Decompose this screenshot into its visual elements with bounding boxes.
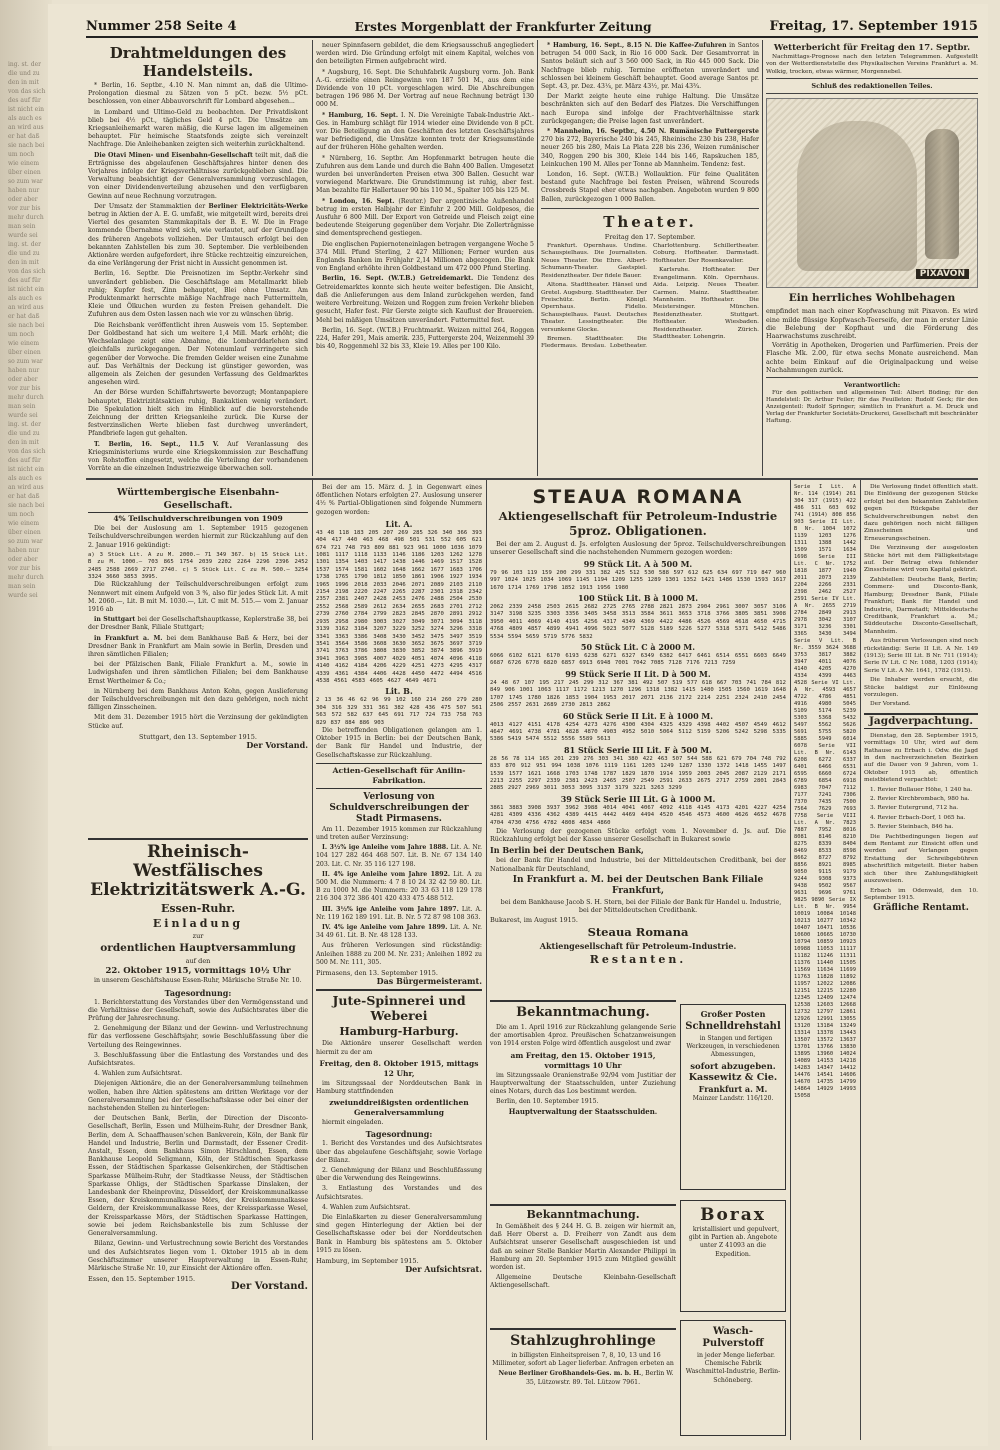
article-body: neuer Spinnfasern gebildet, die dem Kriegsausschuß angegliedert werden wird. Die Gründung erfolgt mit einem Kapital, welches von den beteiligten Firmen aufgebracht wird. * Augsburg, 16. Sept. Die Schuhfabrik Augsburg vorm. Joh. Bank A.-G. erzielte einen Reingewinn von 187 501 M., aus dem eine Dividende von 10 pCt. vorgeschlagen wird. Die Abschreibungen betragen 196 986 M. Der Vortrag auf neue Rechnung beträgt 130 000 M. * Hamburg, 16. Sept. I. N. Die Vereinigte Tabak-Industrie Akt.-Ges. in Hamburg schlägt für 1914 wieder eine Dividende von 8 pCt. vor. Die Beteiligung an den Geschäften des letzten Geschäftsjahres war befriedigend, die Umsätze konnten trotz der Kriegsumstände auf der früheren Höhe gehalten werden. * Nürnberg, 16. Septbr. Am Hopfenmarkt betrugen heute die Zufuhren aus dem Lande und durch die Bahn 400 Ballen. Umgesetzt wurden bei unveränderten Preisen etwa 300 Ballen. Gesucht war vorwiegend Marktware. Die Grundstimmung ist ruhig, aber fest. Man bezahlte für Hallertauer 90 bis 110 M., Spalter 105 bis 125 M. * London, 16. Sept. (Reuter.) Der argentinische Außenhandel betrug im ersten Halbjahr der Einfuhr 2 200 Mill. Goldpesos, die Ausfuhr 6 800 Mill. Der Export von Getreide und Fleisch zeigt eine bedeutende Steigerung gegenüber dem Vorjahr. Die Zollerträgnisse sind dementsprechend gestiegen. Die englischen Papiernoteneinlagen betragen vergangene Woche 5 374 Mill. Pfund Sterling, 2 427 Millionen; Ferner wurden aus Englands Banken im Frühjahr 2,14 Millionen abgezogen. Die Bank von England erhöhte ihren Goldbestand um 472 000 Pfund Sterling. Berlin, 16. Sept. (W.T.B.) Getreidemarkt. Die Tendenz des Getreidemarktes konnte sich heute weiter befestigen. Die Ansicht, daß die Anlieferungen aus dem Inland zurückgehen werden, fand weitere Verbreitung. Weizen und Roggen zum freien Verkehr blieben gesucht, Hafer fest. Für Gerste zeigte sich Kauflust der Brauereien. Mehl bei mäßigen Umsätzen unverändert. Futtermittel fest. Berlin, 16. Sept. (W.T.B.) Fruchtmarkt. Weizen mittel 264, Roggen 224, Hafer 291, Mais amerik. 235, Futtergerste 204, Weizenmehl 39 bis 40, Roggenmehl 32 bis 33, Kleie 19. Alles per 100 Kilo. xyxy=(316,42,534,351)
invitation-heading: Einladung xyxy=(152,917,244,930)
jute-meeting-time: Freitag, den 8. Oktober 1915, mittags 12 Uhr, xyxy=(319,1058,479,1078)
issue-date: Freitag, 17. September 1915 xyxy=(769,19,978,34)
bekanntmachung-hgb xyxy=(490,1204,676,1324)
drawn-numbers: a) 3 Stück Lit. A zu M. 2000.— 71 349 367. b) 15 Stück Lit. B zu M. 1000.— 703 865 1754 2039 2202 2264 2296 2396 2452 2485 2588 2669 2717 2740. c) 5 Stück Lit. C zu M. 500.— 3254 3324 3660 3853 3995. xyxy=(88,551,308,581)
section-title: Drahtmeldungen des Handelsteils. xyxy=(109,44,287,80)
notice-body: Die am 1. April 1916 zur Rückzahlung gelangende Serie der amortisablen 4proz. Preußischen Schatzanweisungen von 1914 ersten Folge wird öffentlich ausgelost und zwar xyxy=(490,1024,676,1048)
series-heading: 81 Stück Serie III Lit. F à 500 M. xyxy=(564,744,712,755)
lit-b-numbers: 2 13 36 46 62 96 99 102 160 214 260 279 280 304 316 329 331 361 382 428 436 475 507 561 563 572 582 637 645 691 717 724 733 758 763 829 837 884 886 903 xyxy=(316,697,482,726)
steaua-romana-notice xyxy=(490,484,786,996)
repayment-text: Die betreffenden Obligationen gelangen am 1. Oktober 1915 in Berlin: bei der Deutschen Bank, der Bank für Handel und Industrie, der Gesellschaftskasse zur Rückzahlung. xyxy=(316,726,482,759)
ad-body: in Stangen und fertigen Werkzeugen, in verschiedenen Abmessungen, xyxy=(686,1035,780,1059)
drawing-intro: Bei der am 2. August d. Js. erfolgten Auslosung der 5proz. Teilschuldverschreibungen unserer Gesellschaft sind die nachstehenden Nummern gezogen worden: xyxy=(490,540,786,557)
jute-agenda: 1. Bericht des Vorstandes und des Aufsichtsrates über das abgelaufene Geschäftsjahr, sowie Vorlage der Bilanz. 2. Genehmigung der Bilanz und Beschlußfassung über die Verwendung des Reingewinns. 3. Entlastung des Vorstandes und des Aufsichtsrates. 4. Wahlen zum Aufsichtsrat. Die Einlaßkarten zu dieser Generalversammlung sind gegen Hinterlegung der Aktien bei der Gesellschaftskasse oder bei der Norddeutschen Bank in Hamburg bis spätestens am 5. Oktober 1915 zu lösen. xyxy=(316,1140,482,1254)
masthead: Erstes Morgenblatt der Frankfurter Zeitung xyxy=(354,20,652,34)
ad-title: Stahlzughrohlinge xyxy=(510,1333,656,1349)
notice-title: Bekanntmachung. xyxy=(526,1208,640,1221)
agenda-heading: Tagesordnung: xyxy=(164,987,232,998)
hunting-lease-body: Dienstag, den 28. September 1915, vormittags 10 Uhr, wird auf dem Rathause zu Erbach i. Odw. die Jagd in den nachverzeichneten Bezirken auf die Dauer von 9 Jahren, vom 1. Oktober 1915 ab, öffentlich meistbietend verpachtet: 1. Revier Bullauer Höhe, 1 240 ha. 2. Revier Kirchbrombach, 980 ha. 3. Revier Eutergrund, 712 ha. 4. Revier Erbach-Dorf, 1 065 ha. 5. Revier Steinbach, 846 ha. Die Pachtbedingungen liegen auf dem Rentamt zur Einsicht offen und werden auf Verlangen gegen Erstattung der Schreibgebühren abschriftlich mitgeteilt. Bieter haben sich über ihre Zahlungsfähigkeit auszuweisen. Erbach im Odenwald, den 10. September 1915. xyxy=(864,732,978,901)
notice-subtitle: 4% Teilschuldverschreibungen von 1909 xyxy=(113,514,283,523)
jute-meeting-name: zweiunddreißigsten ordentlichen Generalversammlung xyxy=(329,1098,469,1118)
borax-advertisement xyxy=(680,1200,786,1316)
theater-listings: Frankfurt. Opernhaus. Undine. Schauspielhaus. Die Journalisten. Neues Theater. Die Ehre. Albert-Schumann-Theater. Gastspiel. Residenztheater. Der fidele Bauer. Altona. Stadttheater. Hänsel und Gretel. Augsburg. Stadttheater. Der Freischütz. Berlin. Königl. Opernhaus. Fidelio. Schauspielhaus. Faust. Deutsches Theater. Lessingtheater. Die versunkene Glocke. Bremen. Stadttheater. Die Fledermaus. Breslau. Lobetheater. Charlottenburg. Schillertheater. Coburg. Hoftheater. Darmstadt. Hoftheater. Der Rosenkavalier. Karlsruhe. Hoftheater. Der Evangelimann. Köln. Opernhaus. Aida. Leipzig. Neues Theater. Carmen. Mainz. Stadttheater. Mannheim. Hoftheater. Die Meistersinger. München. Residenztheater. Stuttgart. Hoftheater. Wiesbaden. Residenztheater. Zürich. Stadttheater. Lohengrin. xyxy=(541,243,759,350)
brand-label: PIXAVON xyxy=(916,269,969,279)
jagdverpachtung-column xyxy=(864,484,978,1440)
ad-headline: Großer Posten xyxy=(700,1009,766,1019)
notice-signature: Der Vorstand. xyxy=(230,1281,308,1293)
lit-b-heading: Lit. B. xyxy=(385,686,413,697)
article-body: * Hamburg, 16. Sept., 8.15 N. Die Kaffee-Zufuhren in Santos betrugen 54 000 Sack, in Rio 16 000 Sack. Der Gesamtvorrat in Santos beläuft sich auf 3 560 000 Sack, in Rio 445 000 Sack. Die Nachfrage blieb ruhig. Termine eröffneten unverändert und schlossen bei kleinem Geschäft behauptet. Good average Santos pr. Sept. 43, pr. Dez. 43¼, pr. März 43½, pr. Mai 43¾. Der Markt zeigte heute eine ruhige Haltung. Die Umsätze beschränkten sich auf den Bedarf des Platzes. Die Verschiffungen nach Europa sind infolge der Frachtverhältnisse stark zurückgegangen; die Preise lagen fast unverändert. * Mannheim, 16. Septbr., 4.50 N. Rumänische Futtergerste 270 bis 272, Bayerische 240 bis 245, Rheinische 230 bis 238, Hafer neuer 265 bis 280, Mais La Plata 228 bis 236, Weizen rumänischer 340, Roggen 290 bis 300, Kleie 144 bis 146, Rapskuchen 185, Leinkuchen 190 M. Alles per Tonne ab Mannheim. Tendenz: fest. London, 16. Sept. (W.T.B.) Wollauktion. Für feine Qualitäten bestand gute Nachfrage bei festen Preisen, während Scoureds Crossbreds Stapel eher etwas nachgaben. Angeboten wurden 9 800 Ballen, zurückgezogen 1 000 Ballen. xyxy=(541,42,759,203)
notice-date: Bukarest, im August 1915. xyxy=(490,916,578,925)
series-numbers: 4013 4127 4151 4178 4254 4273 4276 4300 4304 4325 4329 4398 4402 4507 4549 4612 4647 4691 4738 4781 4828 4870 4903 4952 5010 5064 5112 5159 5206 5242 5298 5335 5386 5419 5474 5512 5556 5589 5613 xyxy=(490,721,786,743)
article-body: * Berlin, 16. Septbr., 4.10 N. Man nimmt an, daß die Ultimo-Prolongation diesmal zu Sätzen von 5 pCt. bezw. 5½ pCt. beschlossen, von einer Abbauvorschrift für Lombard abgesehen... in Lombard und Ultimo-Geld zu beobachten. Der Privatdiskont blieb bei 4½ pCt., tägliches Geld 4 pCt. Die Umsätze am Kriegsanleihemarkt waren mäßig, die Kurse lagen im allgemeinen behauptet. Für heimische Staatsfonds zeigte sich vereinzelt Nachfrage. Die Anleihebanken zeigten sich weiterhin zurückhaltend. Die Otavi Minen- und Eisenbahn-Gesellschaft teilt mit, daß die Erträgnisse des abgelaufenen Geschäftsjahres hinter denen des Vorjahres infolge der Kriegsverhältnisse zurückgeblieben sind. Die Verwaltung beabsichtigt der Generalversammlung vorzuschlagen, von einer Dividendenverteilung abzusehen und den verfügbaren Gewinn auf neue Rechnung vorzutragen. Der Umsatz der Stammaktien der Berliner Elektricitäts-Werke betrug in Aktien der A. E. G. umfaßt, wie mitgeteilt wird, bereits drei Viertel des gesamten Stammkapitals der B. E. W. Die in Frage kommende Übernahme wird sich, wie verlautet, auf der Grundlage des früheren Angebots vollziehen. Der Umtausch erfolgt bei den bekannten Zahlstellen bis zum 30. September. Die verbleibenden Aktionäre werden aufgefordert, ihre Stücke rechtzeitig einzureichen, da eine Verlängerung der Frist nicht in Aussicht genommen ist. Berlin, 16. Septbr. Die Preisnotizen im Septbr.-Verkehr sind unverändert geblieben. Die Geschäftslage am Metallmarkt blieb ruhig; Kupfer fest, Zinn behauptet, Blei ohne Umsatz. Am Produktenmarkt herrschte mäßige Nachfrage nach Futtermitteln, Kleie und Ölkuchen wurden zu festen Preisen gehandelt. Die Zufuhren aus dem Osten lassen nach wie vor zu wünschen übrig. Die Reichsbank veröffentlicht ihren Ausweis vom 15. September. Der Goldbestand hat sich um weitere 1,4 Mill. Mark erhöht; die Wechselanlage zeigt eine Abnahme, die Lombarddarlehen sind gleichfalls zurückgegangen. Der Notenumlauf verringerte sich gegenüber der Vorwoche. Die fremden Gelder weisen eine Zunahme auf. Das Verhältnis der Deckung ist günstiger geworden, was allgemein als Zeichen der gesunden Verfassung des Geldmarktes angesehen wird. An der Börse wurden Schiffahrtswerte bevorzugt; Montanpapiere behauptet, Elektrizitätsaktien ruhig, Bankaktien wenig verändert. Die Spekulation hielt sich im Hinblick auf die bevorstehende Zeichnung der dritten Kriegsanleihe zurück. Die Kurse der festverzinslichen Werte blieben fast durchweg unverändert, Pfandbriefe lagen gut gehalten. T. Berlin, 16. Sept., 11.5 V. Auf Veranlassung des Kriegsministeriums wurde eine Kriegskommission zur Beschaffung von Rohstoffen eingesetzt, welche die Verteilung der vorhandenen Vorräte an die einzelnen Industriezweige überwachen soll. xyxy=(88,82,308,473)
notice-date: Essen, den 15. September 1915. xyxy=(88,1275,196,1284)
page-header xyxy=(86,16,978,38)
ad-slogan: Ein herrliches Wohlbehagen xyxy=(788,292,956,305)
ad-body: kristallisiert und gepulvert, gibt in Partien ab. Angebote unter Z 41093 an die Expedition. xyxy=(688,1226,780,1258)
agenda-body: 1. Berichterstattung des Vorstandes über den Vermögensstand und die Verhältnisse der Gesellschaft, sowie des Aufsichtsrates über die Prüfung der Jahresrechnung. 2. Genehmigung der Bilanz und der Gewinn- und Verlustrechnung für das verflossene Geschäftsjahr, sowie Beschlußfassung über die Verteilung des Reingewinnes. 3. Beschlußfassung über die Entlastung des Vorstandes und des Aufsichtsrates. 4. Wahlen zum Aufsichtsrat. Diejenigen Aktionäre, die an der Generalversammlung teilnehmen wollen, haben ihre Aktien spätestens am dritten Werktage vor der Generalversammlung bei der Gesellschaftskasse oder bei einer der nachstehenden Stellen zu hinterlegen: der Deutschen Bank, Berlin, der Direction der Disconto-Gesellschaft, Berlin, Essen und Mülheim-Ruhr, der Dresdner Bank, Berlin, dem A. Schaaffhausen'schen Bankverein, Köln, der Bank für Handel und Industrie, Berlin und Darmstadt, der Essener Credit-Anstalt, Essen, dem Bankhaus Simon Hirschland, Essen, dem Bankhause Leopold Seligmann, Köln, der Städtischen Sparkasse Essen, der Städtischen Sparkasse Gelsenkirchen, der Städtischen Sparkasse Mülheim-Ruhr, der Stadtkasse Neuss, der Städtischen Sparkasse Ohligs, der Städtischen Sparkasse Dinslaken, der Landesbank der Rheinprovinz, Düsseldorf, der Kreiskommunalkasse Essen, der Kreiskommunalkasse Mörs, der Kreiskommunalkasse Geldern, der Kreiskommunalkasse Rees, der Kreissparkasse Wesel, der Kreissparkasse Mörs, der Städtischen Sparkasse Hattingen, sowie bei jedem Reichsbankstelle bis zum Schlusse der Generalversammlung. Bilanz, Gewinn- und Verlustrechnung sowie Bericht des Vorstandes und des Aufsichtsrates liegen vom 1. Oktober 1915 ab in dem Geschäftszimmer unserer Hauptverwaltung in Essen-Ruhr, Märkische Straße Nr. 10, zur Einsicht der Aktionäre offen. xyxy=(88,998,308,1272)
place-frankfurt: In Frankfurt a. M. bei der Deutschen Bank Filiale Frankfurt, xyxy=(512,874,764,896)
binding-edge xyxy=(0,0,52,1450)
wuerttembergische-notice xyxy=(88,484,308,834)
pirmasens-body: Am 11. Dezember 1915 kommen zur Rückzahlung und treten außer Verzinsung: I. 3½% ige Anleihe vom Jahre 1888. Lit. A. Nr. 104 127 282 464 468 507. Lit. B. Nr. 67 134 140 203. Lit. C. Nr. 35 116 127 198. II. 4% ige Anleihe vom Jahre 1892. Lit. A zu 500 M. die Nummern: 4 7 8 10 24 32 42 59 80. Lit. B zu 1000 M. die Nummern: 20 33 63 118 129 178 216 304 372 386 401 420 433 475 488 512. III. 3½% ige Anleihe vom Jahre 1897. Lit. A. Nr. 119 162 189 191. Lit. B. Nr. 5 72 87 98 108 363. IV. 4% ige Anleihe vom Jahre 1899. Lit. A. Nr. 34 49 61. Lit. B. Nr. 48 128 133. Aus früheren Verlosungen sind rückständig: Anleihen 1888 zu 200 M. Nr. 231; Anleihen 1892 zu 500 M. Nr. 111, 305. xyxy=(316,825,482,966)
schnelldrehstahl-advertisement: Großer Posten Schnelldrehstahl in Stangen und fertigen Werkzeugen, in verschiedenen Abmessungen, sofort abzugeben. Kassewitz & Cie. Frankfurt a. M. Mainzer Landstr. 116/120. xyxy=(680,1004,786,1194)
notice-body: Die Verlosung findet öffentlich statt. Die Einlösung der gezogenen Stücke erfolgt bei den bekannten Zahlstellen gegen Rückgabe der Schuldverschreibungen nebst den dazu gehörigen noch nicht fälligen Zinsscheinen und Erneuerungsscheinen. Die Verzinsung der ausgelosten Stücke hört mit dem Fälligkeitstage auf. Der Betrag etwa fehlender Zinsscheine wird vom Kapital gekürzt. Zahlstellen: Deutsche Bank, Berlin; Commerz- und Disconto-Bank, Hamburg; Dresdner Bank, Filiale Frankfurt; Bank für Handel und Industrie, Darmstadt; Mitteldeutsche Creditbank, Frankfurt a. M.; Süddeutsche Disconto-Gesellschaft, Mannheim. Aus früheren Verlosungen sind noch rückständig: Serie II Lit. A Nr. 149 (1913); Serie III Lit. B Nr. 711 (1914); Serie IV Lit. C Nr. 1088, 1203 (1914); Serie V Lit. A Nr. 1641, 1782 (1915). Die Inhaber werden ersucht, die Stücke baldigst zur Einlösung vorzulegen. Der Vorstand. xyxy=(864,484,978,708)
series-numbers: 24 48 67 107 195 217 245 299 312 367 381 492 507 519 577 618 667 703 741 784 812 849 906 1001 1063 1117 1172 1213 1270 1296 1318 1382 1415 1480 1505 1560 1619 1648 1707 1745 1780 1826 1853 1904 1953 2017 2071 2136 2172 2214 2251 2324 2410 2454 2506 2557 2631 2689 2730 2813 2862 xyxy=(490,679,786,709)
ad-body-continued: Vorrätig in Apotheken, Drogerien und Parfümerien. Preis der Flasche Mk. 2.00, für etwa sechs Monate ausreichend. Man achte beim Einkauf auf die Originalpackung und weise Nachahmungen zurück. xyxy=(766,340,978,375)
ad-offer: sofort abzugeben. xyxy=(690,1061,776,1072)
ad-title: Wasch-Pulverstoff xyxy=(702,1326,764,1349)
notice-date: Hamburg, im September 1915. xyxy=(316,1257,419,1266)
page-number: Nummer 258 Seite 4 xyxy=(86,19,237,34)
ad-firm: Kassewitz & Cie. xyxy=(688,1071,778,1083)
series-numbers: 79 96 103 119 159 200 299 331 382 425 512 530 588 597 612 625 634 697 719 847 960 997 1024 1025 1034 1069 1145 1194 1209 1255 1289 1301 1352 1421 1486 1530 1593 1617 1670 1714 1769 1798 1852 1913 1956 1980 xyxy=(490,569,786,591)
bekanntmachung-staatsschulden xyxy=(490,1000,676,1200)
series-heading: 39 Stück Serie III Lit. G à 1000 M. xyxy=(560,793,716,804)
notice-signature: Das Bürgermeisteramt. xyxy=(376,976,482,987)
ad-city: Frankfurt a. M. xyxy=(698,1083,768,1094)
series-heading: 100 Stück Lit. B à 1000 M. xyxy=(577,593,699,604)
notice-title: Württembergische Eisenbahn-Gesellschaft. xyxy=(88,486,308,513)
ad-body: empfindet man nach einer Kopfwaschung mit Pixavon. Es wird eine milde flüssige Kopfwasch-Teerseife, der man in erster Linie die Belebung der Kopfhaut und die Förderung des Haarwachstums zuschreibt. xyxy=(766,307,978,341)
repayment-text: Die Verlosung der gezogenen Stücke erfolgt vom 1. November d. Js. auf. Die Rückzahlung erfolgt bei der Kasse unserer Gesellschaft in Bukarest sowie xyxy=(490,826,786,844)
company-title: STEAUA ROMANA xyxy=(532,486,744,508)
imprint-label: Verantwortlich: xyxy=(843,381,901,390)
notice-body: Die bei der Auslosung am 1. September 1915 gezogenen Teilschuldverschreibungen werden hiermit zur Rückzahlung auf den 2. Januar 1916 gekündigt: xyxy=(88,525,308,549)
pirmasens-title: Verlosung von Schuldverschreibungen der Stadt Pirmasens. xyxy=(329,791,469,824)
notice-date: Stuttgart, den 13. September 1915. xyxy=(139,732,257,741)
repayment-places-2: bei dem Bankhause Jacob S. H. Stern, bei der Filiale der Bank für Handel u. Industrie, bei der Mitteldeutschen Creditbank. xyxy=(500,897,782,914)
series-numbers: 2062 2339 2458 2503 2615 2682 2725 2765 2788 2821 2873 2904 2961 3007 3057 3106 3147 3198 3235 3303 3356 3405 3458 3513 3584 3611 3653 3718 3766 3805 3851 3908 3950 4011 4069 4140 4195 4256 4317 4349 4369 4422 4486 4526 4569 4618 4650 4715 4768 4809 4857 4899 4941 4996 5023 5077 5128 5189 5226 5277 5318 5371 5412 5486 5534 5594 5659 5719 5776 5832 xyxy=(490,604,786,640)
jute-body-2: im Sitzungssaal der Norddeutschen Bank in Hamburg stattfindenden xyxy=(316,1079,482,1096)
footer-company: Steaua Romana xyxy=(587,925,689,940)
lit-a-heading: Lit. A. xyxy=(385,518,413,529)
jute-body: Die Aktionäre unserer Gesellschaft werden hiermit zu der am xyxy=(316,1040,482,1056)
pixavon-bottle-icon xyxy=(925,129,959,259)
drawn-numbers-list: Serie I Lit. A Nr. 114 (1914) 261 304 317 (1915) 422 486 511 603 692 741 (1914) 808 856 903 Serie II Lit. B Nr. 1004 1072 1139 1203 1276 1311 1388 1442 1509 1571 1634 1698 Serie III Lit. C Nr. 1752 1818 1877 1940 2011 2073 2139 2204 2266 2331 2398 2462 2527 2591 Serie IV Lit. A Nr. 2655 2719 2784 2849 2913 2978 3042 3107 3171 3236 3301 3365 3430 3494 Serie V Lit. B Nr. 3559 3624 3688 3753 3817 3882 3947 4011 4076 4140 4205 4270 4334 4399 4463 4528 Serie VI Lit. A Nr. 4593 4657 4722 4786 4851 4916 4980 5045 5109 5174 5239 5303 5368 5432 5497 5562 5626 5691 5755 5820 5885 5949 6014 6078 Serie VII Lit. B Nr. 6143 6208 6272 6337 6401 6466 6531 6595 6660 6724 6789 6854 6918 6983 7047 7112 7177 7241 7306 7370 7435 7500 7564 7629 7693 7758 Serie VIII Lit. A Nr. 7823 7887 7952 8016 8081 8146 8210 8275 8339 8404 8469 8533 8598 8662 8727 8792 8856 8921 8985 9050 9115 9179 9244 9308 9373 9438 9502 9567 9631 9696 9761 9825 9890 Serie IX Lit. B Nr. 9954 10019 10084 10148 10213 10277 10342 10407 10471 10536 10600 10665 10730 10794 10859 10923 10988 11053 11117 11182 11246 11311 11376 11440 11505 11569 11634 11699 11763 11828 11892 11957 12022 12086 12151 12215 12280 12345 12409 12474 12538 12603 12668 12732 12797 12861 12926 12991 13055 13120 13184 13249 13314 13378 13443 13507 13572 13637 13701 13766 13830 13895 13960 14024 14089 14153 14218 14283 14347 14412 14476 14541 14606 14670 14735 14799 14864 14929 14993 15058 xyxy=(794,484,856,1099)
jute-city: Hamburg-Harburg. xyxy=(339,1025,459,1039)
drawing-time: am Freitag, den 15. Oktober 1915, vormittags 10 Uhr xyxy=(510,1050,656,1070)
person-washing-hair-figure xyxy=(797,121,917,271)
series-heading: 60 Stück Serie II Lit. E à 1000 M. xyxy=(562,710,714,721)
invitation-body: in unserem Geschäftshause Essen-Ruhr, Märkische Straße Nr. 10. xyxy=(94,977,302,985)
pixavon-advertisement-illustration xyxy=(766,98,978,288)
ad-body: in billigsten Einheitspreisen 7, 8, 10, 13 und 16 Millimeter, sofort ab Lager lieferbar. Anfragen erbeten an Neue Berliner Großhandels-Ges. m. b. H., Berlin W. 35, Lützowstr. 89. Tel. Lützow 7961. xyxy=(492,1352,674,1386)
weather-body: Nachmittags-Prognose nach den letzten Telegrammen. Aufgestellt von der Wetterdienststelle des Physikalischen Vereins Frankfurt a. M. Wolkig, trocken, etwas wärmer, Morgennebel. xyxy=(766,54,978,75)
company-title: Rheinisch-Westfälisches Elektrizitätswerk A.-G. xyxy=(90,842,306,900)
series-heading: 99 Stück Lit. A à 500 M. xyxy=(583,558,693,569)
notice-body: In Gemäßheit des § 244 H. G. B. zeigen wir hiermit an, daß Herr Oberst a. D. Freiherr von Zandt aus dem Aufsichtsrat unserer Gesellschaft ausgeschieden ist und daß an seiner Stelle Bankier Martin Alexander Philippi in Hamburg am 20. September 1915 zum Mitglied gewählt worden ist. Allgemeine Deutsche Kleinbahn-Gesellschaft Aktiengesellschaft. xyxy=(490,1223,676,1290)
theater-title: Theater. xyxy=(603,212,697,231)
lit-a-numbers: 43 48 118 183 205 207 269 285 326 340 366 393 404 417 440 463 468 498 501 531 552 605 621 674 721 748 793 809 881 923 961 1000 1036 1079 1081 1117 1118 1133 1146 1186 1203 1262 1278 1301 1354 1403 1417 1438 1446 1469 1517 1528 1537 1574 1581 1602 1648 1662 1677 1683 1706 1738 1765 1790 1812 1850 1861 1906 1927 1934 1965 1996 2018 2033 2046 2071 2089 2103 2110 2154 2198 2220 2247 2265 2287 2301 2318 2342 2357 2381 2407 2428 2453 2476 2488 2504 2530 2552 2568 2589 2612 2634 2655 2683 2701 2712 2739 2760 2784 2799 2823 2845 2870 2891 2912 2935 2958 2980 3003 3027 3049 3071 3094 3118 3139 3162 3184 3207 3229 3252 3274 3296 3318 3341 3363 3386 3408 3430 3452 3475 3497 3519 3541 3564 3586 3608 3630 3652 3675 3697 3719 3741 3763 3786 3808 3830 3852 3874 3896 3919 3941 3963 3985 4007 4029 4051 4074 4096 4118 4140 4162 4184 4206 4229 4251 4273 4295 4317 4339 4361 4384 4406 4428 4450 4472 4494 4516 4538 4561 4583 4605 4627 4649 4671 xyxy=(316,529,482,684)
drawing-intro: Bei der am 15. März d. J. in Gegenwart eines öffentlichen Notars erfolgten 27. Auslosung unserer 4½ % Partial-Obligationen sind folgende Nummern gezogen worden: xyxy=(316,484,482,516)
footer-subtitle: Aktiengesellschaft für Petroleum-Industrie. xyxy=(539,941,737,952)
column-handelsteil xyxy=(88,42,308,476)
notice-signature: Der Aufsichtsrat. xyxy=(405,1264,482,1275)
notice-signature: Gräfliche Rentamt. xyxy=(873,903,969,914)
place-berlin: In Berlin bei der Deutschen Bank, xyxy=(490,845,644,856)
company-subtitle: Aktiengesellschaft für Petroleum-Industrie xyxy=(498,509,778,523)
imprint-body: Für den politischen und allgemeinen Teil: Albert Büding; für den Handelsteil: Dr. Arthur Feiler; für das Feuilleton: Rudolf Geck; für den Anzeigenteil: Rudolf Springer; sämtlich in Frankfurt a. M. Druck und Verlag der Frankfurter Societäts-Druckerei, Gesellschaft mit beschränkter Haftung. xyxy=(766,389,978,424)
notice-title: Bekanntmachung. xyxy=(516,1005,650,1020)
weather-title: Wetterbericht für Freitag den 17. Septbr. xyxy=(773,43,971,53)
right-number-column xyxy=(794,484,856,1440)
repayment-places: bei der Bank für Handel und Industrie, bei der Mitteldeutschen Creditbank, bei der Nationalbank für Deutschland, xyxy=(490,856,786,873)
series-heading: 50 Stück Lit. C à 2000 M. xyxy=(580,642,696,653)
series-numbers: 28 56 78 114 165 201 239 276 303 341 380 422 463 507 544 588 621 679 704 748 792 833 870 912 951 994 1038 1076 1119 1161 1203 1249 1287 1330 1372 1418 1455 1497 1539 1577 1621 1668 1703 1748 1787 1829 1870 1914 1959 2003 2045 2087 2129 2171 2213 2255 2297 2339 2381 2423 2465 2507 2549 2591 2633 2675 2717 2759 2801 2843 2885 2927 2969 3011 3053 3095 3137 3179 3221 3263 3299 xyxy=(490,755,786,792)
company-name: Actien-Gesellschaft für Anilin-Fabrikation. xyxy=(316,763,482,789)
adjacent-page-fragment: ing. st. der die und zu den in mit von das sich des auf für ist nicht ein als auch es an wird aus er hat daß sie nach bei um noch wie einem über einen so zum war haben nur oder aber vor zur bis mehr durch man sein wurde sei ing. st. der die und zu den in mit von das sich des auf für ist nicht ein als auch es an wird aus er hat daß sie nach bei um noch wie einem über einen so zum war haben nur oder aber vor zur bis mehr durch man sein wurde sei ing. st. der die und zu den in mit von das sich des auf für ist nicht ein als auch es an wird aus er hat daß sie nach bei um noch wie einem über einen so zum war haben nur oder aber vor zur bis mehr durch man sein wurde sei xyxy=(8,61,46,599)
notice-date: Pirmasens, den 13. September 1915. xyxy=(316,969,438,978)
column-wetter-anzeige xyxy=(766,42,978,476)
theater-date: Freitag den 17. September. xyxy=(604,232,696,241)
jute-agenda-heading: Tagesordnung: xyxy=(365,1129,433,1140)
jute-title: Jute-Spinnerei und Weberei xyxy=(332,993,466,1024)
notice-signature: Hauptverwaltung der Staatsschulden. xyxy=(508,1107,658,1117)
column-maerkte xyxy=(316,42,534,476)
ad-product: Schnelldrehstahl xyxy=(685,1021,781,1032)
series-heading: 99 Stück Serie II Lit. D à 500 M. xyxy=(565,668,711,679)
notice-body-2: im Sitzungssaale Oranienstraße 92/94 vom Justitiar der Hauptverwaltung der Staatsschulden, unter Zuziehung eines Notars, durch das Los bestimmt werden. Berlin, den 10. September 1915. xyxy=(490,1071,676,1106)
bond-title: 5proz. Obligationen. xyxy=(569,524,707,538)
notice-title: Jagdverpachtung. xyxy=(864,713,978,729)
column-kaffee-theater xyxy=(541,42,759,476)
restanten-heading: Restanten. xyxy=(589,953,687,967)
stahl-advertisement xyxy=(490,1328,676,1440)
jute-body-3: hiermit eingeladen. xyxy=(322,1119,384,1127)
series-numbers: 3861 3883 3908 3937 3962 3988 4014 4041 4067 4092 4118 4145 4173 4201 4227 4254 4281 4309 4336 4362 4389 4415 4442 4469 4494 4520 4546 4573 4600 4626 4652 4678 4704 4730 4756 4782 4808 4834 4860 xyxy=(490,804,786,826)
notice-signature: Der Vorstand. xyxy=(246,740,308,751)
company-city: Essen-Ruhr. xyxy=(160,902,236,915)
ad-title: Borax xyxy=(700,1205,766,1225)
rheinisch-westfaelisches-notice: Rheinisch-Westfälisches Elektrizitätswerk A.-G. Essen-Ruhr. Einladung zur ordentlichen Hauptversammlung auf den 22. Oktober 1915, vormittags 10½ Uhr in unserem Geschäftshause Essen-Ruhr, Märkische Straße Nr. 10. Tagesordnung: 1. Berichterstattung des Vorstandes über den Vermögensstand und die Verhältnisse der Gesellschaft, sowie des Aufsichtsrates über die Prüfung der Jahresrechnung. 2. Genehmigung der Bilanz und der Gewinn- und Verlustrechnung für das verflossene Geschäftsjahr, sowie Beschlußfassung über die Verteilung des Reingewinnes. 3. Beschlußfassung über die Entlastung des Vorstandes und des Aufsichtsrates. 4. Wahlen zum Aufsichtsrat. Diejenigen Aktionäre, die an der Generalversammlung teilnehmen wollen, haben ihre Aktien spätestens am dritten Werktage vor der Generalversammlung bei der Gesellschaftskasse oder bei einer der nachstehenden Stellen zu hinterlegen: der Deutschen Bank, Berlin, der Direction der Disconto-Gesellschaft, Berlin, Essen und Mülheim-Ruhr, der Dresdner Bank, Berlin, dem A. Schaaffhausen'schen Bankverein, Köln, der Bank für Handel und Industrie, Berlin und Darmstadt, der Essener Credit-Anstalt, Essen, dem Bankhaus Simon Hirschland, Essen, dem Bankhause Leopold Seligmann, Köln, der Städtischen Sparkasse Essen, der Städtischen Sparkasse Gelsenkirchen, der Städtischen Sparkasse Mülheim-Ruhr, der Stadtkasse Neuss, der Städtischen Sparkasse Ohligs, der Städtischen Sparkasse Dinslaken, der Landesbank der Rheinprovinz, Düsseldorf, der Kreiskommunalkasse Essen, der Kreiskommunalkasse Mörs, der Kreiskommunalkasse Geldern, der Kreiskommunalkasse Rees, der Kreissparkasse Wesel, der Kreissparkasse Mörs, der Städtischen Sparkasse Hattingen, sowie bei jedem Reichsbankstelle bis zum Schlusse der Generalversammlung. Bilanz, Gewinn- und Verlustrechnung sowie Bericht des Vorstandes und des Aufsichtsrates liegen vom 1. Oktober 1915 ab in dem Geschäftszimmer unserer Hauptverwaltung in Essen-Ruhr, Märkische Straße Nr. 10, zur Einsicht der Aktionäre offen. Essen, den 15. September 1915. Der Vorstand. xyxy=(88,838,308,1440)
series-numbers: 6066 6102 6121 6170 6193 6238 6271 6327 6349 6382 6417 6461 6514 6551 6603 6649 6687 6726 6778 6820 6857 6913 6948 7001 7042 7085 7128 7176 7213 7259 xyxy=(490,653,786,667)
ad-body: in jeder Menge lieferbar. Chemische Fabrik Waschmittel-Industrie, Berlin-Schöneberg. xyxy=(685,1352,781,1384)
notice-body-2: Die Rückzahlung der Teilschuldverschreibungen erfolgt zum Nennwert mit einem Aufgeld von 3 %, also für jedes Stück Lit. A mit M. 2060.—, Lit. B mit M. 1030.—, Lit. C mit M. 515.— vom 2. Januar 1916 ab in Stuttgart bei der Gesellschaftshauptkasse, Keplerstraße 38, bei der Dresdner Bank, Filiale Stuttgart; in Frankfurt a. M. bei dem Bankhause Baß & Herz, bei der Dresdner Bank in Frankfurt am Main sowie in Berlin, Dresden und ihren sämtlichen Filialen; bei der Pfälzischen Bank, Filiale Frankfurt a. M., sowie in Ludwigshafen und ihren sämtlichen Filialen; bei dem Bankhause Ernst Wertheimer & Co.; in Nürnberg bei dem Bankhaus Anton Kohn, gegen Auslieferung der Teilschuldverschreibungen mit den dazu gehörigen, noch nicht fälligen Zinsscheinen. Mit dem 31. Dezember 1915 hört die Verzinsung der gekündigten Stücke auf. xyxy=(88,581,308,730)
wasch-advertisement xyxy=(680,1320,786,1440)
pirmasens-column xyxy=(316,484,482,1440)
meeting-name: ordentlichen Hauptversammlung xyxy=(100,942,296,955)
section-end-note: Schluß des redaktionellen Teiles. xyxy=(811,82,933,91)
meeting-time: 22. Oktober 1915, vormittags 10½ Uhr xyxy=(105,966,291,977)
